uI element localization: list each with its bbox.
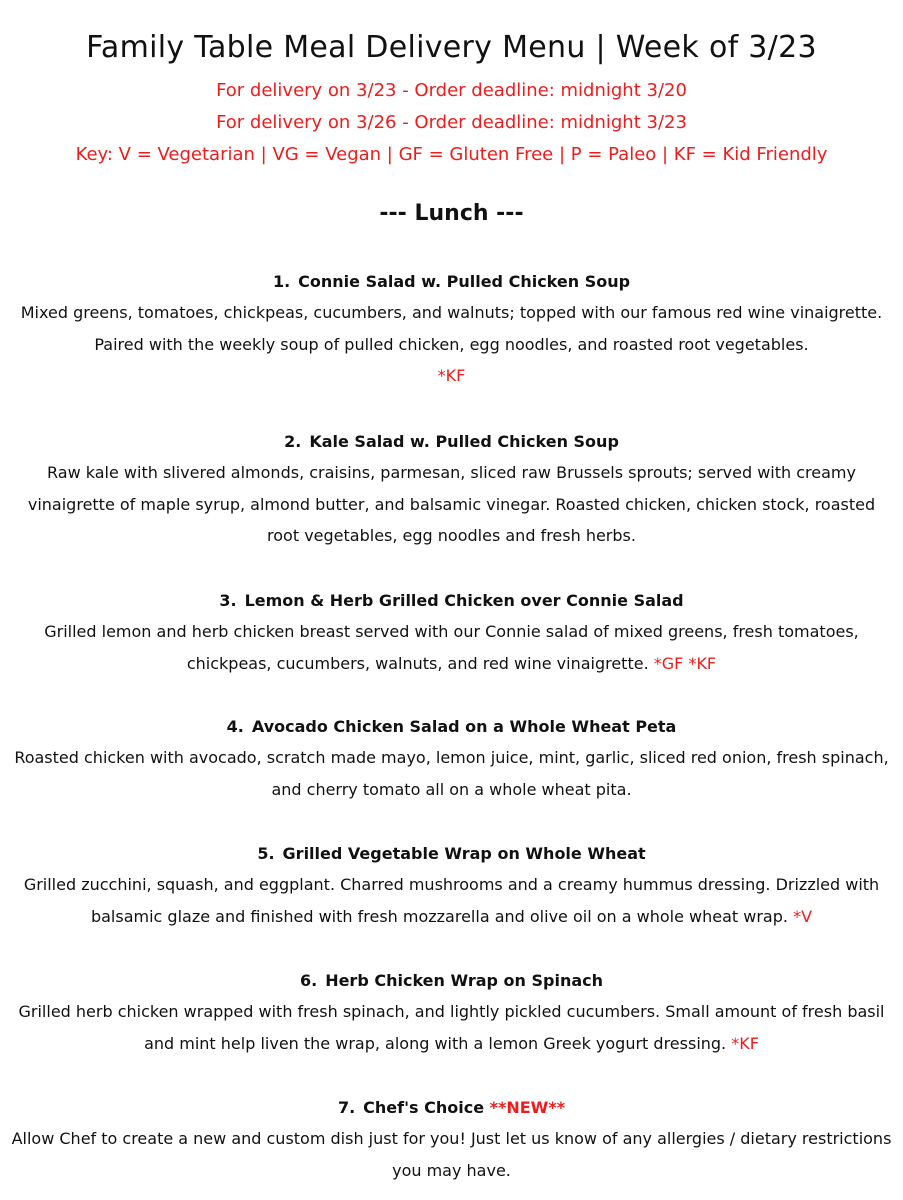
delivery-deadline-1: For delivery on 3/23 - Order deadline: midnight 3/20 [216, 80, 687, 101]
menu-item-description-text: Mixed greens, tomatoes, chickpeas, cucumbers, and walnuts; topped with our famous red wine vinaigrette. Paired with the weekly soup of pulled chicken, egg noodles, and roasted root vegetables. [20, 303, 883, 354]
menu-item-title [10, 839, 893, 869]
menu-item-name: Herb Chicken Wrap on Spinach [325, 971, 604, 990]
menu-item-name: Grilled Vegetable Wrap on Whole Wheat [282, 844, 646, 863]
menu-item-number: 3. [219, 591, 237, 610]
menu-item-number: 1. [272, 272, 291, 291]
menu-item-name: Lemon & Herb Grilled Chicken over Connie Salad [244, 591, 684, 610]
menu-item-number: 4. [226, 717, 244, 736]
menu-item-title [10, 966, 893, 996]
menu-item-description-text: Roasted chicken with avocado, scratch made mayo, lemon juice, mint, garlic, sliced red onion, fresh spinach, and cherry tomato all on a whole wheat pita. [14, 748, 889, 799]
menu-item-description [10, 996, 893, 1059]
menu-item-description [10, 457, 893, 552]
menu-item-number: 2. [284, 432, 302, 451]
menu-item-title [10, 586, 893, 616]
section-heading-lunch: --- Lunch --- [379, 201, 524, 226]
delivery-deadline-2: For delivery on 3/26 - Order deadline: midnight 3/23 [216, 112, 687, 133]
menu-item [10, 1093, 893, 1186]
menu-item-description [10, 869, 893, 932]
menu-item-title [10, 267, 893, 297]
menu-item [10, 966, 893, 1059]
menu-item-description-text: Grilled herb chicken wrapped with fresh spinach, and lightly pickled cucumbers. Small amount of fresh basil and mint help liven the wrap, along with a lemon Greek yogurt dressing. [18, 1002, 885, 1053]
dietary-tag: *KF [437, 366, 466, 385]
menu-item-description [10, 297, 893, 392]
menu-item-description-text: Raw kale with slivered almonds, craisins, parmesan, sliced raw Brussels sprouts; served with creamy vinaigrette of maple syrup, almond butter, and balsamic vinegar. Roasted chicken, chicken stock, roasted root vegetables, egg noodles and fresh herbs. [27, 463, 876, 545]
menu-item-name: Connie Salad w. Pulled Chicken Soup [298, 272, 631, 291]
dietary-tag: *GF *KF [653, 653, 717, 673]
menu-item-description-text: Grilled zucchini, squash, and eggplant. Charred mushrooms and a creamy hummus dressing. Drizzled with balsamic glaze and finished with fresh mozzarella and olive oil on a whole wheat wrap. [23, 875, 880, 926]
dietary-tag: *V [793, 906, 813, 926]
dietary-key: Key: V = Vegetarian | VG = Vegan | GF = Gluten Free | P = Paleo | KF = Kid Friendly [75, 144, 828, 165]
menu-item [10, 267, 893, 392]
menu-item [10, 427, 893, 552]
menu-item-number: 5. [257, 844, 275, 863]
menu-item-title [10, 1093, 893, 1123]
menu-item-number: 6. [299, 971, 318, 990]
menu-item [10, 839, 893, 932]
menu-item-number: 7. [337, 1098, 356, 1117]
menu-item-name: Avocado Chicken Salad on a Whole Wheat Peta [251, 717, 677, 736]
menu-item-description-text: Grilled lemon and herb chicken breast served with our Connie salad of mixed greens, fresh tomatoes, chickpeas, cucumbers, walnuts, and red wine vinaigrette. [44, 622, 859, 673]
menu-item-name: Kale Salad w. Pulled Chicken Soup [309, 432, 619, 451]
menu-item-description [10, 1123, 893, 1186]
new-badge: **NEW** [489, 1098, 566, 1117]
menu-title: Family Table Meal Delivery Menu | Week of 3/23 [86, 30, 817, 65]
menu-item-name: Chef's Choice [363, 1098, 485, 1117]
menu-item-description [10, 616, 893, 679]
menu-item [10, 712, 893, 805]
menu-item-description-text: Allow Chef to create a new and custom dish just for you! Just let us know of any allergies / dietary restrictions you may have. [11, 1129, 892, 1180]
menu-item-title [10, 712, 893, 742]
dietary-tag: *KF [731, 1033, 759, 1053]
menu-item-description [10, 742, 893, 805]
menu-item-title [10, 427, 893, 457]
menu-item [10, 586, 893, 679]
